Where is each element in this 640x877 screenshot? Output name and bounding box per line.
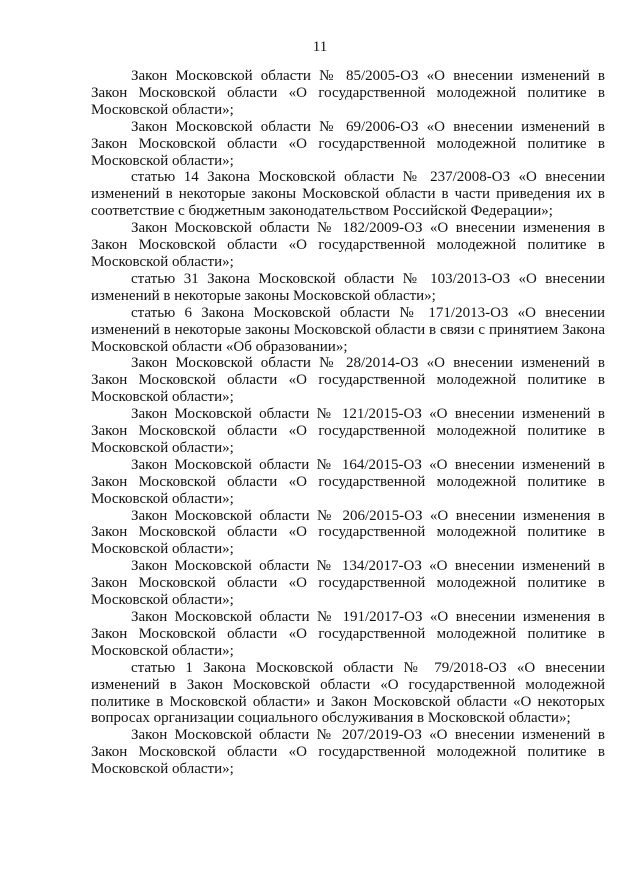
paragraph: Закон Московской области № 182/2009-ОЗ «О внесении изменения в Закон Московской области «О государственной молодежной политике в Московской области»; bbox=[91, 220, 605, 270]
paragraph: Закон Московской области № 121/2015-ОЗ «О внесении изменений в Закон Московской области «О государственной молодежной политике в Московской области»; bbox=[91, 406, 605, 456]
paragraph: статью 1 Закона Московской области № 79/2018-ОЗ «О внесении изменений в Закон Московской области «О государственной молодежной политике в Московской области» и Закон Московской области «О некоторых вопросах организации социального обслуживания в Московской области»; bbox=[91, 659, 605, 727]
paragraph: Закон Московской области № 85/2005-ОЗ «О внесении изменений в Закон Московской области «О государственной молодежной политике в Московской области»; bbox=[91, 68, 605, 118]
paragraph: Закон Московской области № 207/2019-ОЗ «О внесении изменений в Закон Московской области «О государственной молодежной политике в Московской области»; bbox=[91, 727, 605, 778]
paragraph: Закон Московской области № 28/2014-ОЗ «О внесении изменений в Закон Московской области «О государственной молодежной политике в Московской области»; bbox=[91, 355, 605, 406]
paragraph: статью 31 Закона Московской области № 103/2013-ОЗ «О внесении изменений в некоторые законы Московской области»; bbox=[91, 270, 605, 304]
page-number: 11 bbox=[312, 39, 328, 55]
paragraph: Закон Московской области № 134/2017-ОЗ «О внесении изменений в Закон Московской области «О государственной молодежной политике в Московской области»; bbox=[91, 558, 605, 609]
paragraph: Закон Московской области № 164/2015-ОЗ «О внесении изменений в Закон Московской области «О государственной молодежной политике в Московской области»; bbox=[91, 456, 605, 507]
paragraph: Закон Московской области № 69/2006-ОЗ «О внесении изменений в Закон Московской области «О государственной молодежной политике в Московской области»; bbox=[91, 118, 605, 169]
paragraph: Закон Московской области № 191/2017-ОЗ «О внесении изменения в Закон Московской области «О государственной молодежной политике в Московской области»; bbox=[91, 609, 605, 659]
paragraph: статью 6 Закона Московской области № 171/2013-ОЗ «О внесении изменений в некоторые законы Московской области в связи с принятием Закона Московской области «Об образовании»; bbox=[91, 304, 605, 355]
document-body bbox=[91, 68, 605, 778]
paragraph: Закон Московской области № 206/2015-ОЗ «О внесении изменения в Закон Московской области «О государственной молодежной политике в Московской области»; bbox=[91, 507, 605, 558]
paragraph: статью 14 Закона Московской области № 237/2008-ОЗ «О внесении изменений в некоторые законы Московской области в части приведения их в соответствие с бюджетным законодательством Российской Федерации»; bbox=[91, 169, 605, 220]
